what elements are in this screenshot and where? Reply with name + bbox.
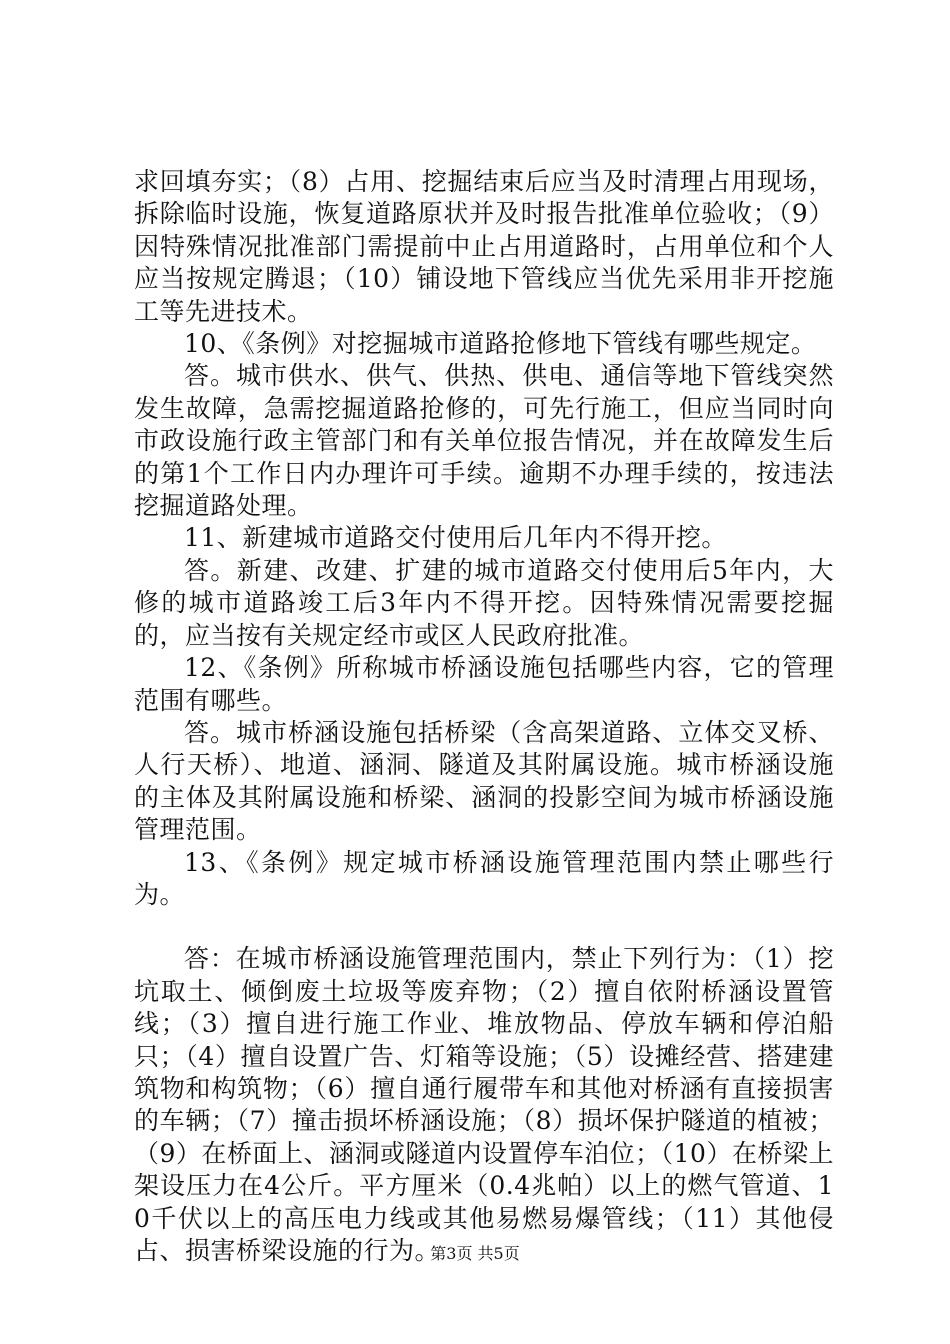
question-13: 13、《条例》规定城市桥涵设施管理范围内禁止哪些行为。 bbox=[134, 847, 834, 909]
answer-10: 答。城市供水、供气、供热、供电、通信等地下管线突然发生故障，急需挖掘道路抢修的，可先行施工，但应当同时向市政设施行政主管部门和有关单位报告情况，并在故障发生后的第1个工作日内办理许可手续。逾期不办理手续的，按违法挖掘道路处理。 bbox=[134, 361, 834, 521]
paragraph-continuation: 求回填夯实；（8）占用、挖掘结束后应当及时清理占用现场，拆除临时设施，恢复道路原状并及时报告批准单位验收；（9）因特殊情况批准部门需提前中止占用道路时，占用单位和个人应当按规定腾退；（10）铺设地下管线应当优先采用非开挖施工等先进技术。 bbox=[134, 167, 834, 326]
document-body bbox=[134, 166, 834, 1267]
question-11: 11、新建城市道路交付使用后几年内不得开挖。 bbox=[184, 523, 727, 553]
question-10: 10、《条例》对挖掘城市道路抢修地下管线有哪些规定。 bbox=[184, 329, 817, 359]
answer-12: 答。城市桥涵设施包括桥梁（含高架道路、立体交叉桥、人行天桥）、地道、涵洞、隧道及其附属设施。城市桥涵设施的主体及其附属设施和桥梁、涵洞的投影空间为城市桥涵设施管理范围。 bbox=[134, 717, 834, 845]
page-footer: 第3页 共5页 bbox=[430, 1244, 520, 1263]
answer-13: 答：在城市桥涵设施管理范围内，禁止下列行为：（1）挖坑取土、倾倒废土垃圾等废弃物；（2）擅自依附桥涵设置管线；（3）擅自进行施工作业、堆放物品、停放车辆和停泊船只；（4）擅自设置广告、灯箱等设施；（5）设摊经营、搭建建筑物和构筑物；（6）擅自通行履带车和其他对桥涵有直接损害的车辆；（7）撞击损坏桥涵设施；（8）损坏保护隧道的植被；（9）在桥面上、涵洞或隧道内设置停车泊位；（10）在桥梁上架设压力在4公斤。平方厘米（0.4兆帕）以上的燃气管道、10千伏以上的高压电力线或其他易燃易爆管线；（11）其他侵占、损害桥梁设施的行为。 bbox=[134, 944, 834, 1265]
question-12: 12、《条例》所称城市桥涵设施包括哪些内容，它的管理范围有哪些。 bbox=[134, 653, 834, 715]
answer-11: 答。新建、改建、扩建的城市道路交付使用后5年内，大修的城市道路竣工后3年内不得开挖。因特殊情况需要挖掘的，应当按有关规定经市或区人民政府批准。 bbox=[134, 555, 834, 650]
